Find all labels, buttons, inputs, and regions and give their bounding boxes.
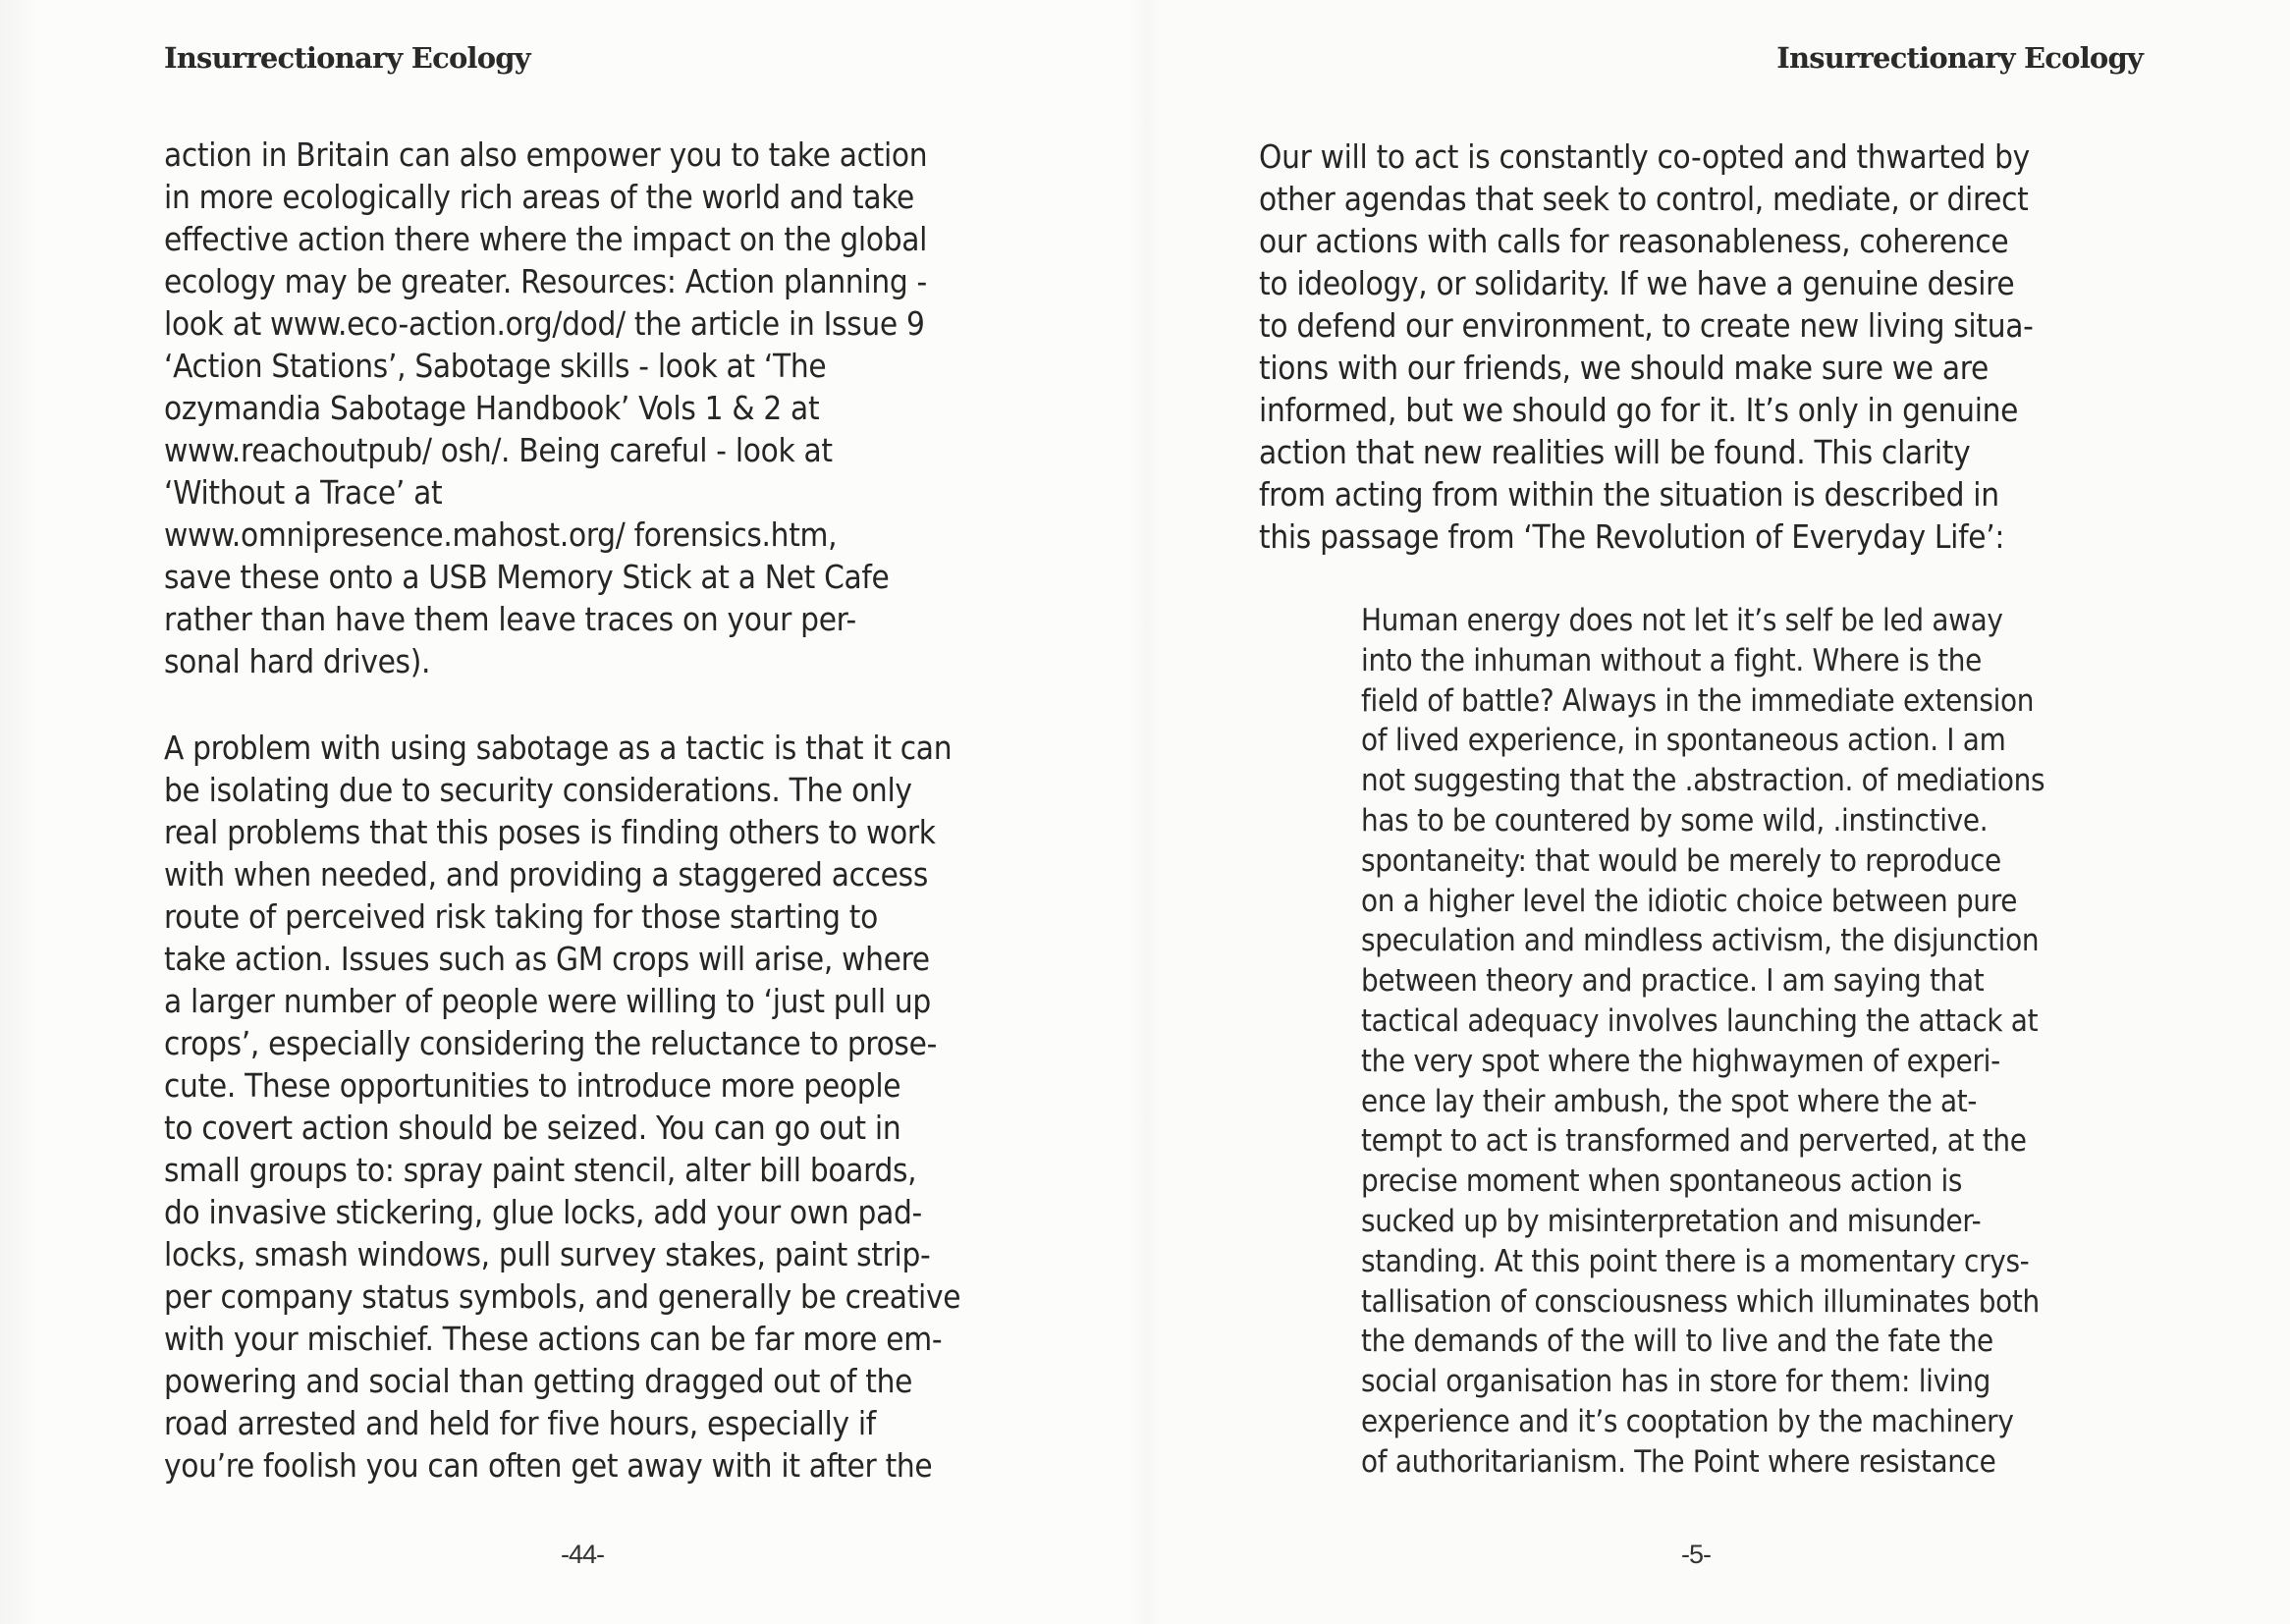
text-line: www.reachoutpub/ osh/. Being careful - look at bbox=[164, 431, 833, 469]
text-line: sonal hard drives). bbox=[164, 642, 431, 680]
text-line: a larger number of people were willing to ‘just pull up bbox=[164, 982, 931, 1020]
quote-line: of authoritarianism. The Point where resistance bbox=[1361, 1443, 1996, 1480]
quote-line: the demands of the will to live and the fate the bbox=[1361, 1324, 1993, 1360]
text-line: this passage from ‘The Revolution of Everyday Life’: bbox=[1259, 517, 2005, 556]
text-line: real problems that this poses is finding others to work bbox=[164, 813, 936, 851]
text-line: ‘Action Stations’, Sabotage skills - look at ‘The bbox=[164, 347, 827, 385]
text-line: action in Britain can also empower you to take action bbox=[164, 135, 928, 174]
text-line: ‘Without a Trace’ at bbox=[164, 473, 443, 512]
quote-line: tempt to act is transformed and perverted, at the bbox=[1361, 1123, 2027, 1160]
text-line: be isolating due to security considerations. The only bbox=[164, 771, 912, 809]
text-line: effective action there where the impact on the global bbox=[164, 220, 928, 258]
text-line: with your mischief. These actions can be far more em- bbox=[164, 1320, 943, 1358]
text-line: small groups to: spray paint stencil, alter bill boards, bbox=[164, 1151, 917, 1189]
text-line: take action. Issues such as GM crops will arise, where bbox=[164, 940, 930, 978]
text-line: route of perceived risk taking for those starting to bbox=[164, 897, 878, 936]
text-line: in more ecologically rich areas of the world and take bbox=[164, 178, 914, 216]
page-number-left: -44- bbox=[561, 1540, 605, 1569]
text-line: save these onto a USB Memory Stick at a Net Cafe bbox=[164, 558, 890, 596]
quote-line: on a higher level the idiotic choice between pure bbox=[1361, 883, 2018, 919]
text-line: to covert action should be seized. You can go out in bbox=[164, 1109, 901, 1147]
running-head-left: Insurrectionary Ecology bbox=[164, 41, 530, 75]
text-line: crops’, especially considering the reluctance to prose- bbox=[164, 1024, 937, 1062]
text-line: with when needed, and providing a staggered access bbox=[164, 855, 928, 893]
text-line: to defend our environment, to create new living situa- bbox=[1259, 306, 2034, 345]
quote-line: sucked up by misinterpretation and misunder- bbox=[1361, 1203, 1982, 1239]
text-line: Our will to act is constantly co-opted and thwarted by bbox=[1259, 137, 2030, 176]
quote-line: tactical adequacy involves launching the attack at bbox=[1361, 1002, 2039, 1039]
quote-line: social organisation has in store for them: living bbox=[1361, 1364, 1991, 1400]
text-line: look at www.eco-action.org/dod/ the article in Issue 9 bbox=[164, 304, 925, 343]
text-line: do invasive stickering, glue locks, add your own pad- bbox=[164, 1193, 922, 1231]
quote-line: between theory and practice. I am saying that bbox=[1361, 963, 1985, 1000]
quote-line: experience and it’s cooptation by the machinery bbox=[1361, 1403, 2014, 1439]
quote-line: of lived experience, in spontaneous action. I am bbox=[1361, 723, 2006, 759]
quote-line: precise moment when spontaneous action is bbox=[1361, 1164, 1963, 1200]
page-number-right: -5- bbox=[1681, 1540, 1711, 1569]
quote-line: Human energy does not let it’s self be led away bbox=[1361, 603, 2003, 638]
text-line: road arrested and held for five hours, especially if bbox=[164, 1404, 876, 1442]
text-line: other agendas that seek to control, mediate, or direct bbox=[1259, 180, 2029, 218]
text-line: tions with our friends, we should make sure we are bbox=[1259, 349, 1989, 387]
text-line: rather than have them leave traces on your per- bbox=[164, 600, 856, 638]
text-line: A problem with using sabotage as a tactic is that it can bbox=[164, 729, 953, 767]
text-line: powering and social than getting dragged out of the bbox=[164, 1362, 913, 1400]
text-line: cute. These opportunities to introduce more people bbox=[164, 1066, 901, 1105]
block-quote bbox=[1361, 601, 2045, 1483]
quote-line: into the inhuman without a fight. Where is the bbox=[1361, 642, 1983, 678]
running-head-right: Insurrectionary Ecology bbox=[1776, 41, 2143, 75]
text-line: informed, but we should go for it. It’s only in genuine bbox=[1259, 391, 2019, 429]
text-line: our actions with calls for reasonableness, coherence bbox=[1259, 222, 2009, 260]
text-line: to ideology, or solidarity. If we have a genuine desire bbox=[1259, 264, 2015, 302]
quote-line: has to be countered by some wild, .instinctive. bbox=[1361, 802, 1989, 839]
text-line: per company status symbols, and generally be creative bbox=[164, 1277, 961, 1316]
quote-line: not suggesting that the .abstraction. of mediations bbox=[1361, 763, 2045, 799]
text-line: you’re foolish you can often get away with it after the bbox=[164, 1446, 933, 1485]
text-line: from acting from within the situation is described in bbox=[1259, 475, 1999, 514]
text-line: www.omnipresence.mahost.org/ forensics.htm, bbox=[164, 515, 838, 554]
quote-line: spontaneity: that would be merely to reproduce bbox=[1361, 842, 2001, 879]
quote-line: the very spot where the highwaymen of experi- bbox=[1361, 1043, 2000, 1079]
text-line: ozymandia Sabotage Handbook’ Vols 1 & 2 at bbox=[164, 389, 820, 427]
quote-line: ence lay their ambush, the spot where the at- bbox=[1361, 1083, 1978, 1119]
quote-line: field of battle? Always in the immediate extension bbox=[1361, 682, 2035, 719]
quote-line: tallisation of consciousness which illuminates both bbox=[1361, 1283, 2040, 1320]
quote-line: standing. At this point there is a momentary crys- bbox=[1361, 1243, 2030, 1279]
text-line: action that new realities will be found. This clarity bbox=[1259, 433, 1971, 471]
text-line: ecology may be greater. Resources: Action planning - bbox=[164, 262, 927, 300]
text-line: locks, smash windows, pull survey stakes, paint strip- bbox=[164, 1235, 931, 1273]
quote-line: speculation and mindless activism, the disjunction bbox=[1361, 923, 2040, 959]
right-paragraph-1 bbox=[1259, 135, 2034, 558]
